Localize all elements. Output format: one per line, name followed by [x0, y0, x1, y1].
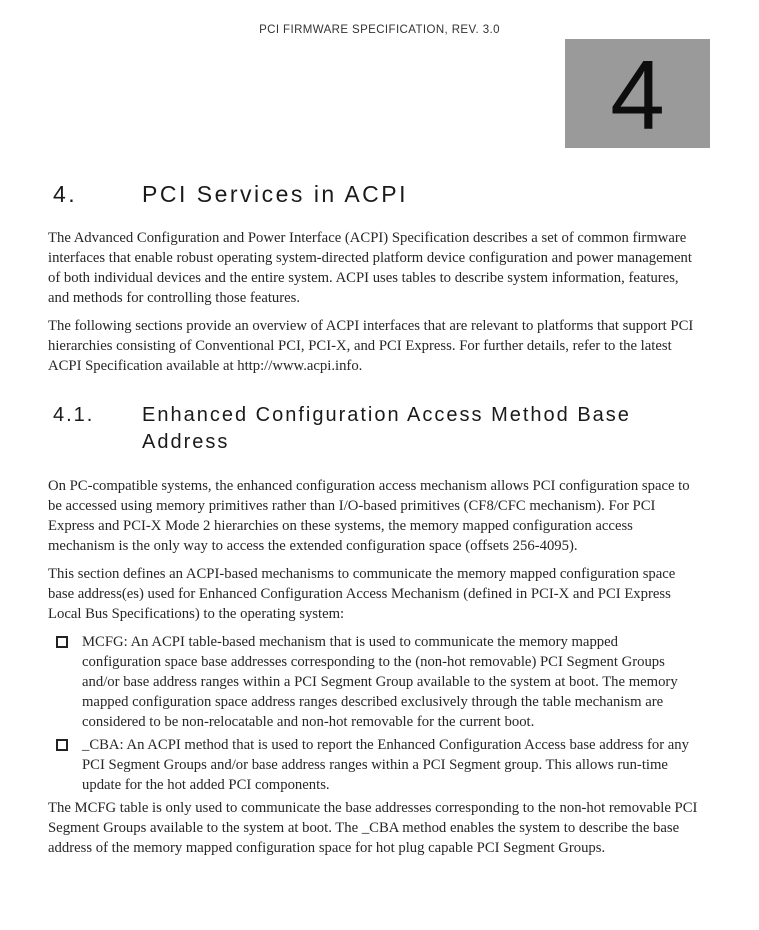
square-bullet-icon	[56, 739, 68, 751]
bullet-text: MCFG: An ACPI table-based mechanism that is used to communicate the memory mapped configuration space base addresses corresponding to the (non-hot removable) PCI Segment Groups and/or base address ranges within a PCI Segment Group available to the system at boot. The memory mapped configuration space address ranges described exclusively through the table mechanism are considered to be non-relocatable and non-hot removable for the current boot.	[82, 634, 678, 730]
running-header: PCI FIRMWARE SPECIFICATION, REV. 3.0	[259, 24, 500, 36]
bullet-text: _CBA: An ACPI method that is used to report the Enhanced Configuration Access base address for any PCI Segment Groups and/or base address ranges within a PCI Segment group. This allows run-time update for the hot added PCI components.	[82, 737, 689, 793]
bullet-list	[48, 632, 700, 795]
chapter-number-tab	[565, 39, 710, 148]
intro-paragraph-1: The Advanced Configuration and Power Interface (ACPI) Specification describes a set of common firmware interfaces that enable robust operating system-directed platform device configuration and power management of both individual devices and the entire system. ACPI uses tables to describe system information, features, and methods for controlling those features.	[48, 230, 692, 306]
intro-paragraph-2: The following sections provide an overview of ACPI interfaces that are relevant to platforms that support PCI hierarchies consisting of Conventional PCI, PCI-X, and PCI Express. For further details, refer to the latest ACPI Specification available at http://www.acpi.info.	[48, 318, 694, 374]
section-heading-title: Enhanced Configuration Access Method Base Address	[142, 404, 631, 453]
list-item	[48, 735, 700, 795]
square-bullet-icon	[56, 636, 68, 648]
section-paragraph-1: On PC-compatible systems, the enhanced configuration access mechanism allows PCI configuration space to be accessed using memory primitives rather than I/O-based primitives (CF8/CFC mechanism). For PCI Express and PCI-X Mode 2 hierarchies on these systems, the memory mapped configuration access mechanism is the only way to access the extended configuration space (offsets 256-4095).	[48, 478, 690, 554]
section-heading	[48, 402, 700, 456]
list-item	[48, 632, 700, 732]
page-content	[48, 180, 700, 866]
closing-paragraph: The MCFG table is only used to communicate the base addresses corresponding to the non-hot removable PCI Segment Groups available to the system at boot. The _CBA method enables the system to describe the base address of the memory mapped configuration space for hot plug capable PCI Segment Groups.	[48, 800, 698, 856]
chapter-heading-number: 4.	[53, 181, 78, 207]
chapter-heading-title: PCI Services in ACPI	[142, 181, 409, 207]
section-heading-number: 4.1.	[53, 404, 95, 426]
chapter-number: 4	[610, 39, 665, 150]
section-paragraph-2: This section defines an ACPI-based mechanisms to communicate the memory mapped configuration space base address(es) used for Enhanced Configuration Access Mechanism (defined in PCI-X and PCI Express Local Bus Specifications) to the operating system:	[48, 566, 676, 622]
chapter-heading	[48, 180, 700, 208]
